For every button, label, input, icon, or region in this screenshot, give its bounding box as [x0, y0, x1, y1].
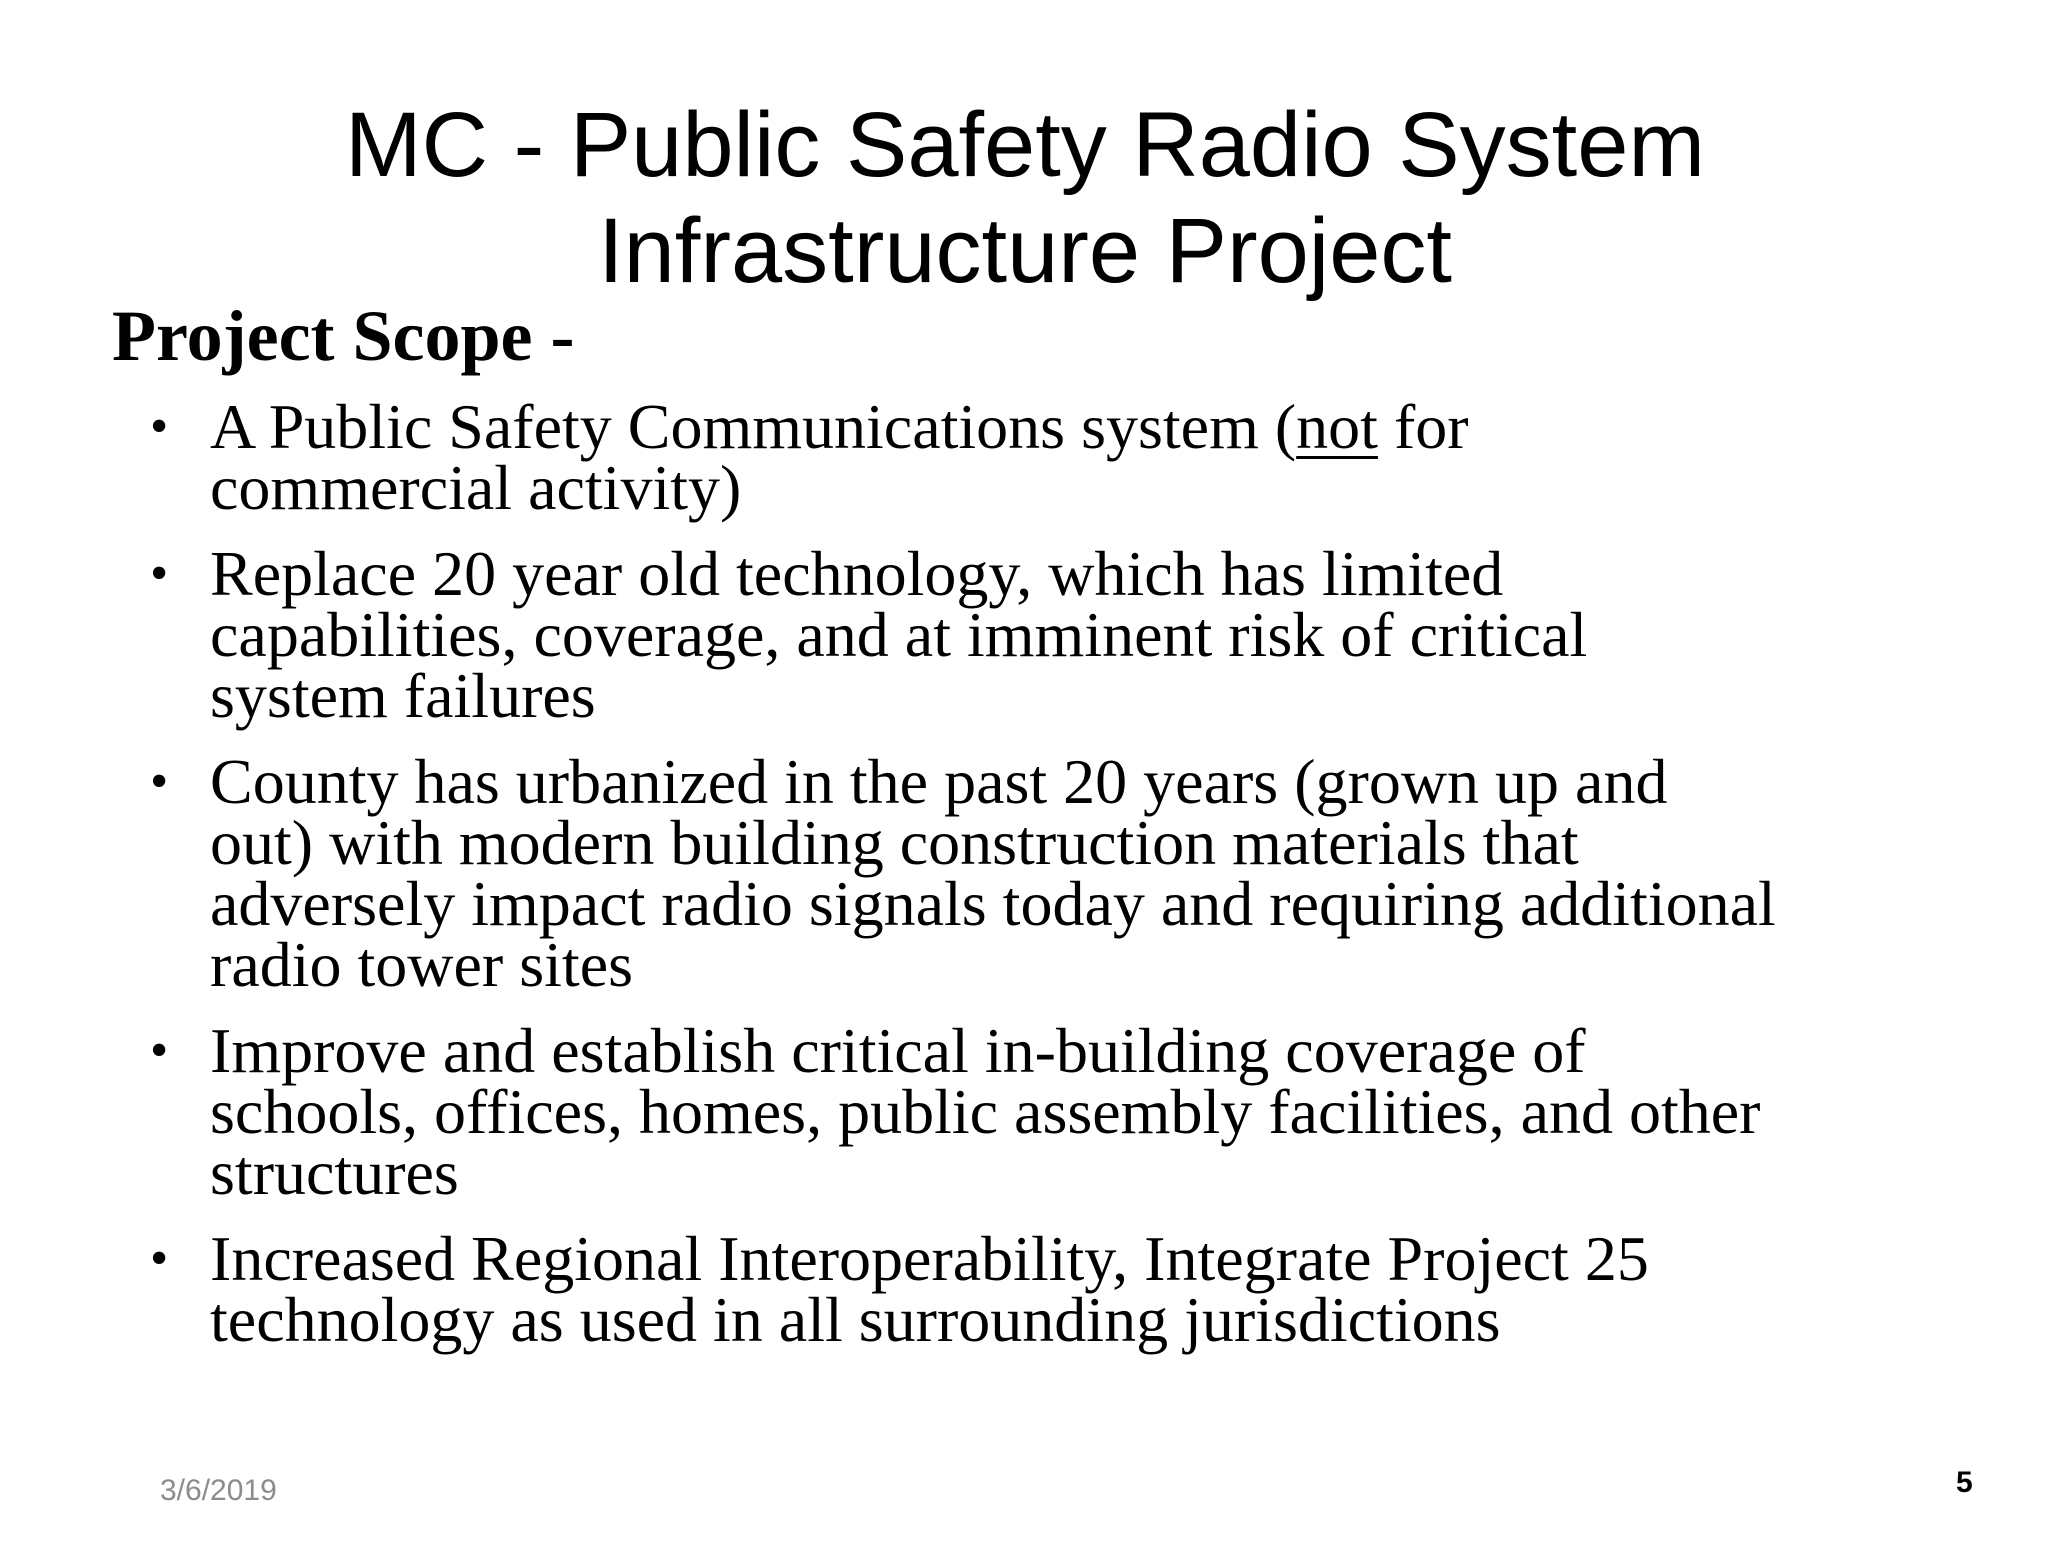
bullet-line: Improve and establish critical in-building coverage of — [210, 1015, 1586, 1086]
bullet-line: capabilities, coverage, and at imminent risk of critical — [210, 599, 1588, 670]
bullet-line: technology as used in all surrounding jurisdictions — [210, 1284, 1501, 1355]
bullet-dot: • — [150, 753, 169, 810]
bullet-line: schools, offices, homes, public assembly facilities, and other — [210, 1076, 1761, 1147]
footer-date: 3/6/2019 — [160, 1474, 277, 1507]
section-heading: Project Scope - — [112, 296, 575, 376]
bullet-line: commercial activity) — [210, 452, 742, 523]
bullet-line: structures — [210, 1137, 459, 1208]
bullet-item — [0, 1223, 2000, 1355]
bullet-item — [0, 1015, 2000, 1208]
bullet-item — [0, 538, 2000, 731]
bullet-dot: • — [150, 1230, 169, 1287]
underlined-emphasis: not — [1296, 391, 1378, 462]
bullet-dot: • — [150, 398, 169, 455]
bullet-item — [0, 746, 2000, 1000]
slide-title — [180, 92, 1870, 304]
bullet-line: system failures — [210, 660, 596, 731]
bullet-line: Replace 20 year old technology, which has limited — [210, 538, 1504, 609]
bullet-line: Increased Regional Interoperability, Integrate Project 25 — [210, 1223, 1649, 1294]
bullet-text: for — [1377, 391, 1469, 462]
slide-title-line-1: MC - Public Safety Radio System — [344, 94, 1705, 196]
bullet-line: radio tower sites — [210, 929, 633, 1000]
bullet-line — [210, 391, 2000, 462]
bullet-line: out) with modern building construction materials that — [210, 807, 1579, 878]
bullet-item — [0, 391, 2000, 523]
bullet-dot: • — [150, 545, 169, 602]
bullet-list — [0, 391, 2000, 1375]
bullet-text: A Public Safety Communications system ( — [210, 391, 1297, 462]
bullet-line: adversely impact radio signals today and requiring additional — [210, 868, 1776, 939]
bullet-line: County has urbanized in the past 20 years (grown up and — [210, 746, 1668, 817]
page-number: 5 — [1956, 1466, 1973, 1499]
bullet-dot: • — [150, 1022, 169, 1079]
slide-title-line-2: Infrastructure Project — [598, 200, 1452, 302]
